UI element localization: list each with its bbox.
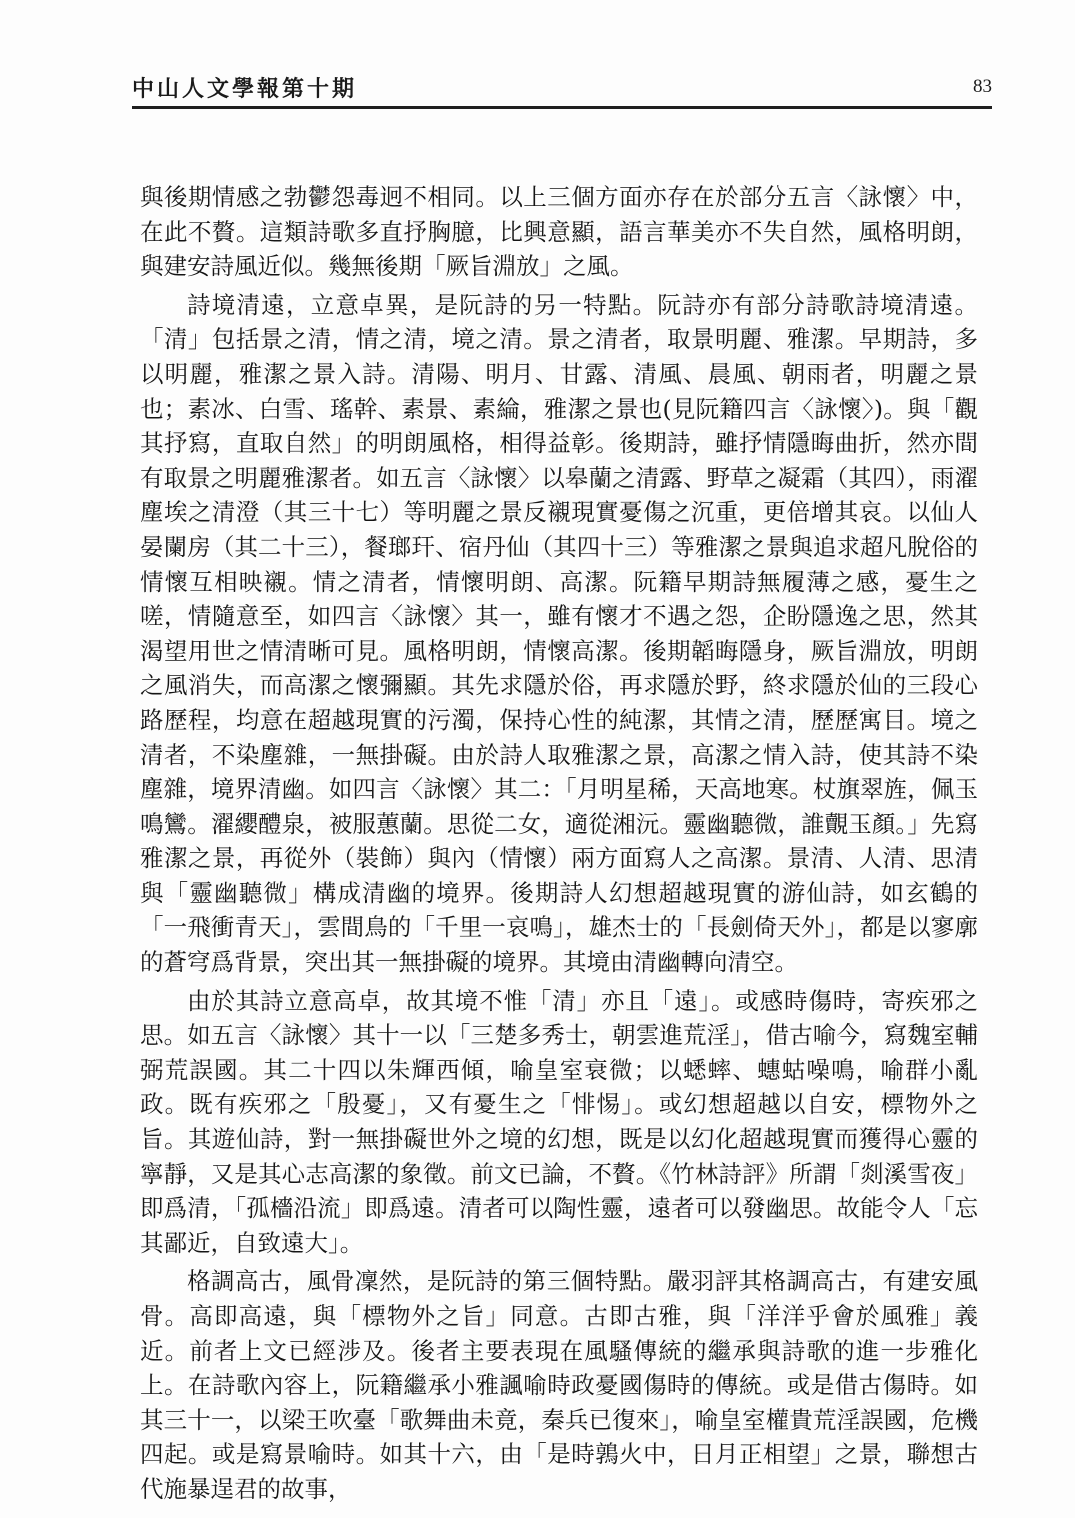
header-rule <box>132 106 992 109</box>
running-head <box>132 66 992 106</box>
page-number: 83 <box>973 76 992 97</box>
paragraph: 詩境清遠，立意卓異，是阮詩的另一特點。阮詩亦有部分詩歌詩境清遠。「清」包括景之清，情之清，境之清。景之清者，取景明麗、雅潔。早期詩，多以明麗，雅潔之景入詩。清陽、明月、甘露、清風、晨風、朝雨者，明麗之景也；素冰、白雪、瑤幹、素景、素綸，雅潔之景也(見阮籍四言〈詠懷〉)。與「觀其抒寫，直取自然」的明朗風格，相得益彰。後期詩，雖抒情隱晦曲折，然亦間有取景之明麗雅潔者。如五言〈詠懷〉以皋蘭之清露、野草之凝霜（其四），雨濯塵埃之清澄（其三十七）等明麗之景反襯現實憂傷之沉重，更倍增其哀。以仙人晏闌房（其二十三），餐瑯玕、宿丹仙（其四十三）等雅潔之景與追求超凡脫俗的情懷互相映襯。情之清者，情懷明朗、高潔。阮籍早期詩無履薄之感，憂生之嗟，情隨意至，如四言〈詠懷〉其一，雖有懷才不遇之怨，企盼隱逸之思，然其渴望用世之情清晰可見。風格明朗，情懷高潔。後期韜晦隱身，厥旨淵放，明朗之風消失，而高潔之懷彌顯。其先求隱於俗，再求隱於野，終求隱於仙的三段心路歷程，均意在超越現實的污濁，保持心性的純潔，其情之清，歷歷寓目。境之清者，不染塵雜，一無掛礙。由於詩人取雅潔之景，高潔之情入詩，使其詩不染塵雜，境界清幽。如四言〈詠懷〉其二：「月明星稀，天高地寒。杖旗翠旌，佩玉鳴鸞。濯纓醴泉，被服蕙蘭。思從二女，適從湘沅。靈幽聽微，誰覿玉顏。」先寫雅潔之景，再從外（裝飾）與內（情懷）兩方面寫人之高潔。景清、人清、思清與「靈幽聽微」構成清幽的境界。後期詩人幻想超越現實的游仙詩，如玄鶴的「一飛衝青天」，雲間鳥的「千里一哀鳴」，雄杰士的「長劍倚天外」，都是以寥廓的蒼穹爲背景，突出其一無掛礙的境界。其境由清幽轉向清空。 <box>140 290 978 977</box>
journal-title: 中山人文學報第十期 <box>132 76 358 102</box>
paragraph: 格調高古，風骨凜然，是阮詩的第三個特點。嚴羽評其格調高古，有建安風骨。高即高遠，與「標物外之旨」同意。古即古雅，與「洋洋乎會於風雅」義近。前者上文已經涉及。後者主要表現在風騷傳統的繼承與詩歌的進一步雅化上。在詩歌內容上，阮籍繼承小雅諷喻時政憂國傷時的傳統。或是借古傷時。如其三十一，以梁王吹臺「歌舞曲未竟，秦兵已復來」，喻皇室權貴荒淫誤國，危機四起。或是寫景喻時。如其十六，由「是時鶉火中，日月正相望」之景，聯想古代施暴逞君的故事， <box>140 1267 978 1503</box>
paragraph: 由於其詩立意高卓，故其境不惟「清」亦且「遠」。或感時傷時，寄疾邪之思。如五言〈詠懷〉其十一以「三楚多秀士，朝雲進荒淫」，借古喻今，寫魏室輔弼荒誤國。其二十四以朱輝西傾，喻皇室衰微；以蟋蟀、蟪蛄噪鳴，喻群小亂政。既有疾邪之「殷憂」，又有憂生之「悱惕」。或幻想超越以自安，標物外之旨。其遊仙詩，對一無掛礙世外之境的幻想，既是以幻化超越現實而獲得心靈的寧靜，又是其心志高潔的象徵。前文已論，不贅。《竹林詩評》所謂「剡溪雪夜」即爲清，「孤檣沿流」即爲遠。清者可以陶性靈，遠者可以發幽思。故能令人「忘其鄙近，自致遠大」。 <box>140 986 978 1257</box>
body-text <box>140 180 978 1511</box>
paragraph: 與後期情感之勃鬱怨毒迥不相同。以上三個方面亦存在於部分五言〈詠懷〉中，在此不贅。這類詩歌多直抒胸臆，比興意顯，語言華美亦不失自然，風格明朗，與建安詩風近似。幾無後期「厥旨淵放」之風。 <box>140 183 978 281</box>
